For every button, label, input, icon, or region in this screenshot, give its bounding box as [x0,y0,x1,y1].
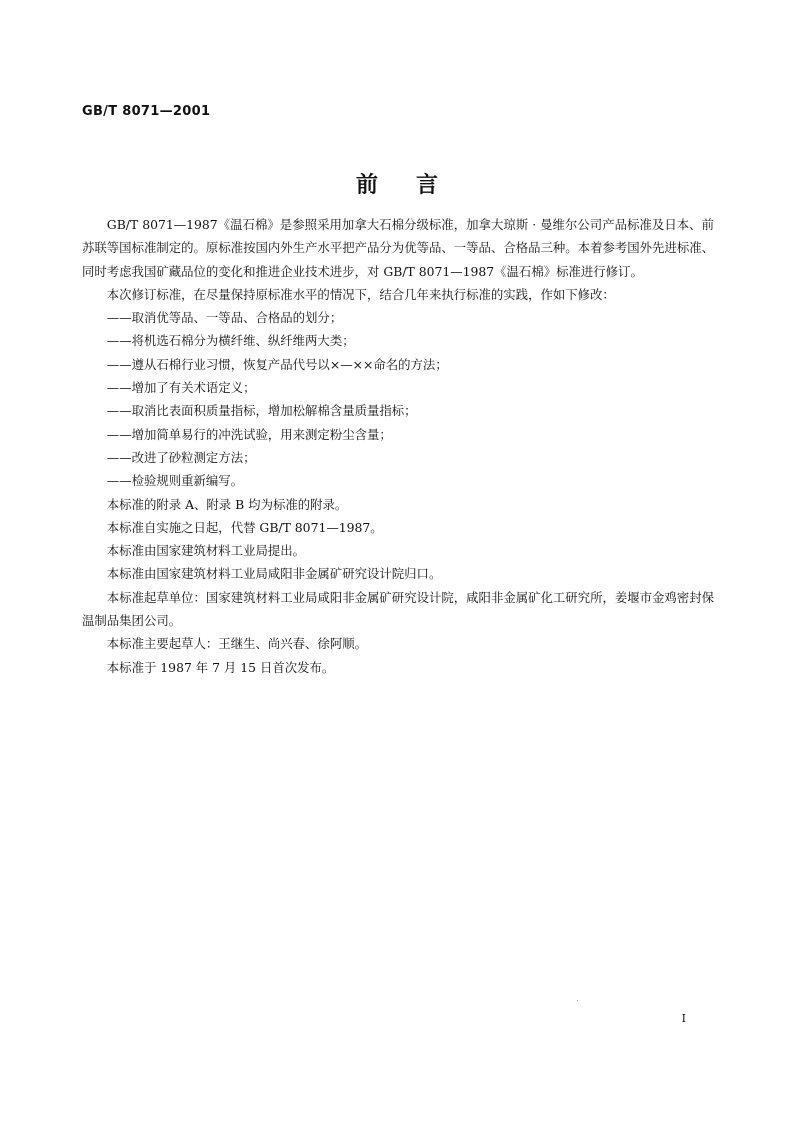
paragraph-drafters: 本标准主要起草人：王继生、尚兴春、徐阿顺。 [106,636,367,652]
paragraph-appendix: 本标准的附录 A、附录 B 均为标准的附录。 [106,496,348,512]
foreword-body [82,213,714,679]
change-item: ——增加简单易行的冲洗试验，用来测定粉尘含量； [106,426,392,442]
change-item: ——检验规则重新编写。 [106,473,244,489]
paragraph-drafting-units: 本标准起草单位：国家建筑材料工业局咸阳非金属矿研究设计院，咸阳非金属矿化工研究所，姜堰市金鸡密封保温制品集团公司。 [82,589,714,629]
paragraph-intro: GB/T 8071—1987《温石棉》是参照采用加拿大石棉分级标准，加拿大琼斯 · 曼维尔公司产品标准及日本、前苏联等国标准制定的。原标准按国内外生产水平把产品分为优等品、一等品、合格品三种。本着参考国外先进标准、同时考虑我国矿藏品位的变化和推进企业技术进步，对 GB/T 8071—1987《温石棉》标准进行修订。 [82,217,714,279]
page-title: 前言 [355,173,476,198]
change-item: ——增加了有关术语定义； [106,380,256,396]
paragraph-revision-intro: 本次修订标准，在尽量保持原标准水平的情况下，结合几年来执行标准的实践，作如下修改： [106,286,615,302]
change-item: ——取消优等品、一等品、合格品的划分； [106,310,343,326]
change-item: ——遵从石棉行业习惯，恢复产品代号以×—××命名的方法； [106,356,448,372]
page-number: I [681,1012,686,1025]
standard-code-header: GB/T 8071—2001 [82,104,211,119]
change-item: ——将机选石棉分为横纤维、纵纤维两大类； [106,333,355,349]
paragraph-replaces: 本标准自实施之日起，代替 GB/T 8071—1987。 [106,519,383,535]
paragraph-proposed-by: 本标准由国家建筑材料工业局提出。 [106,543,306,559]
change-item: ——取消比表面积质量指标，增加松解棉含量质量指标； [106,403,417,419]
paragraph-first-issued: 本标准于 1987 年 7 月 15 日首次发布。 [106,659,335,675]
scan-speck [577,1000,578,1001]
paragraph-centralized-by: 本标准由国家建筑材料工业局咸阳非金属矿研究设计院归口。 [106,566,442,582]
change-item: ——改进了砂粒测定方法； [106,449,256,465]
